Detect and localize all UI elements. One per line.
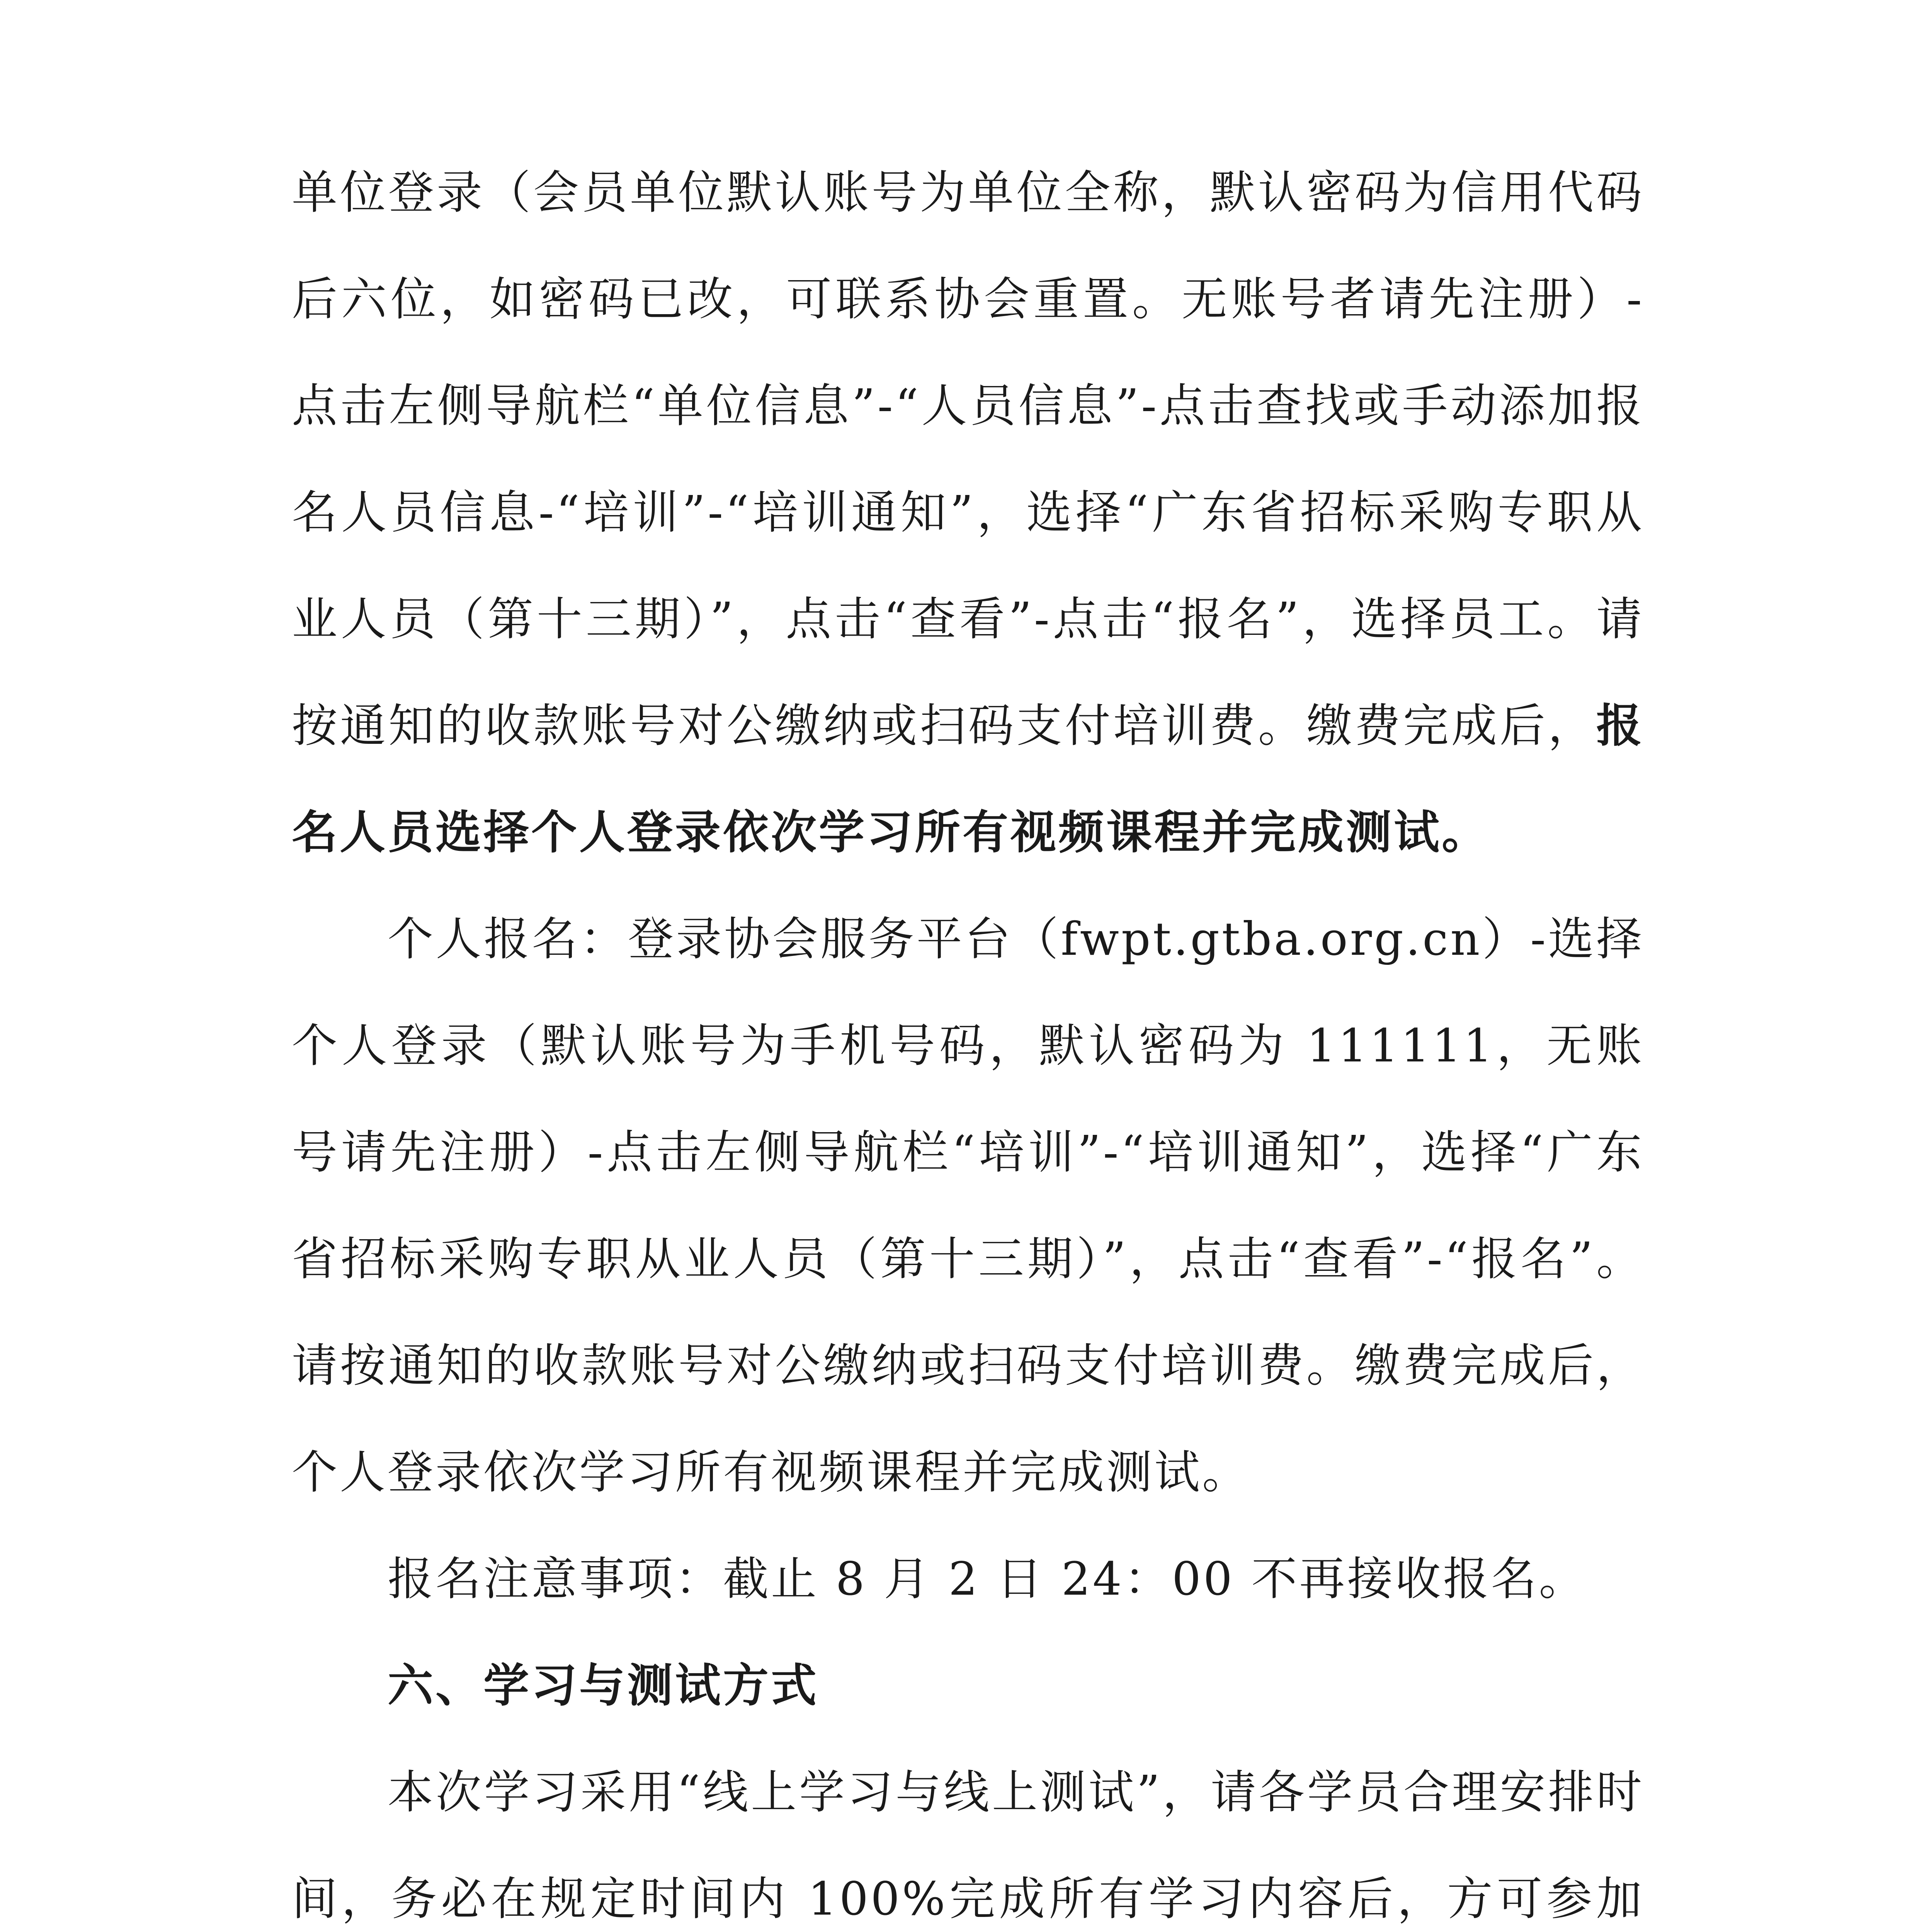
personal-registration-paragraph: 个人报名：登录协会服务平台（fwpt.gtba.org.cn）-选择个人登录（默认账号为手机号码，默认密码为 111111，无账号请先注册）-点击左侧导航栏“培训”-“培训通知”，选择“广东省招标采购专职从业人员（第十三期）”，点击“查看”-“报名”。请按通知的收款账号对公缴纳或扫码支付培训费。缴费完成后，个人登录依次学习所有视频课程并完成测试。 [292, 912, 1644, 1499]
unit-registration-emphasis: 报名人员选择个人登录依次学习所有视频课程并完成测试。 [292, 699, 1644, 859]
study-mode-paragraph: 本次学习采用“线上学习与线上测试”，请各学员合理安排时间，务必在规定时间内 100%完成所有学习内容后，方可参加 [292, 1765, 1644, 1925]
section-six-heading: 六、学习与测试方式 [388, 1659, 819, 1712]
registration-notice-paragraph: 报名注意事项：截止 8 月 2 日 24：00 不再接收报名。 [388, 1552, 1587, 1605]
unit-registration-text: 单位登录（会员单位默认账号为单位全称，默认密码为信用代码后六位，如密码已改，可联系协会重置。无账号者请先注册）-点击左侧导航栏“单位信息”-“人员信息”-点击查找或手动添加报名人员信息-“培训”-“培训通知”，选择“广东省招标采购专职从业人员（第十三期）”，点击“查看”-点击“报名”，选择员工。请按通知的收款账号对公缴纳或扫码支付培训费。缴费完成后， [292, 166, 1644, 752]
unit-registration-paragraph [292, 139, 1644, 886]
document-body [292, 139, 1644, 1932]
